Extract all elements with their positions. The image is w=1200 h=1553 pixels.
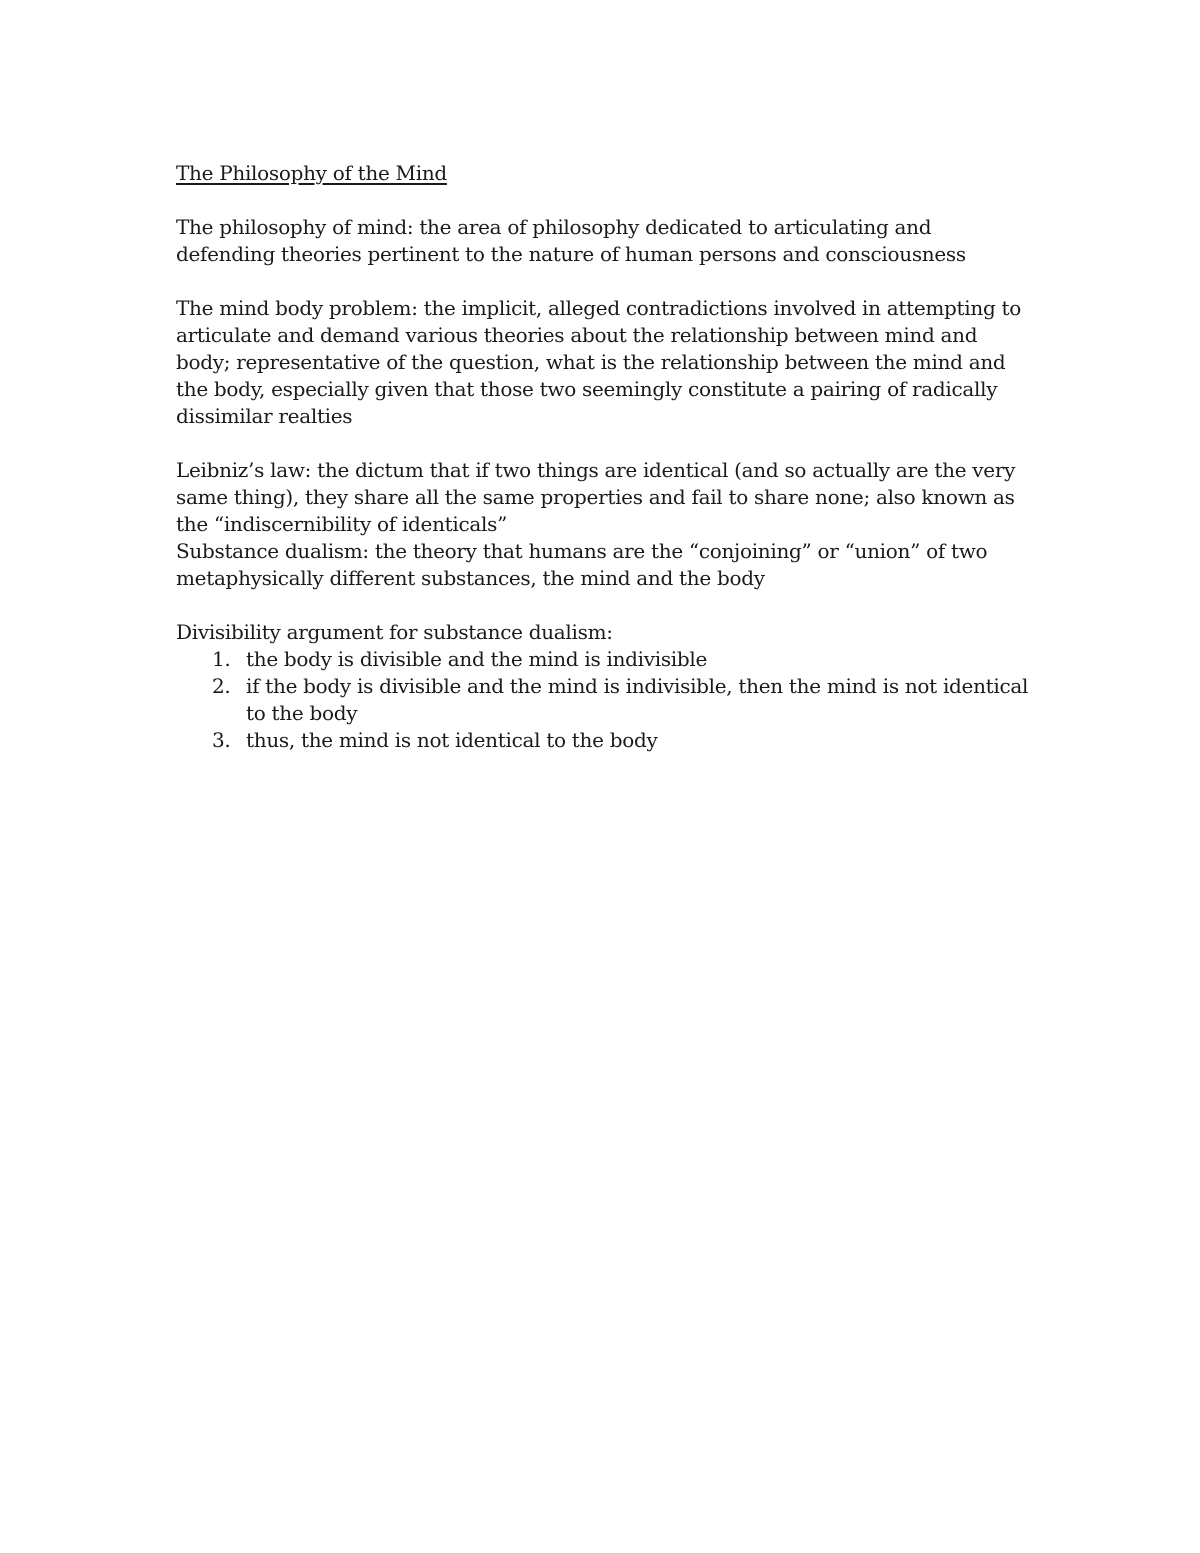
document-title: The Philosophy of the Mind <box>176 161 447 185</box>
list-item-text: the body is divisible and the mind is indivisible <box>246 647 708 671</box>
paragraph-philosophy-of-mind: The philosophy of mind: the area of philosophy dedicated to articulating and defending theories pertinent to the nature of human persons and consciousness <box>176 215 966 266</box>
list-item <box>176 727 1036 754</box>
list-item-text: thus, the mind is not identical to the body <box>246 728 658 752</box>
paragraph-divisibility-argument: Divisibility argument for substance dualism: <box>176 620 613 644</box>
list-item <box>176 646 1036 673</box>
paragraph-leibniz-law: Leibniz’s law: the dictum that if two things are identical (and so actually are the very same thing), they share all the same properties and fail to share none; also known as the “indiscernibility of identicals” <box>176 458 1016 536</box>
document-body <box>176 160 1036 754</box>
list-number: 2. <box>212 674 231 698</box>
list-item <box>176 673 1036 727</box>
paragraph-substance-dualism: Substance dualism: the theory that humans are the “conjoining” or “union” of two metaphysically different substances, the mind and the body <box>176 539 988 590</box>
argument-list <box>176 646 1036 754</box>
list-number: 3. <box>212 728 231 752</box>
list-number: 1. <box>212 647 231 671</box>
list-item-text: if the body is divisible and the mind is indivisible, then the mind is not identical to the body <box>246 674 1029 725</box>
paragraph-mind-body-problem: The mind body problem: the implicit, alleged contradictions involved in attempting to articulate and demand various theories about the relationship between mind and body; representative of the question, what is the relationship between the mind and the body, especially given that those two seemingly constitute a pairing of radically dissimilar realties <box>176 296 1022 428</box>
